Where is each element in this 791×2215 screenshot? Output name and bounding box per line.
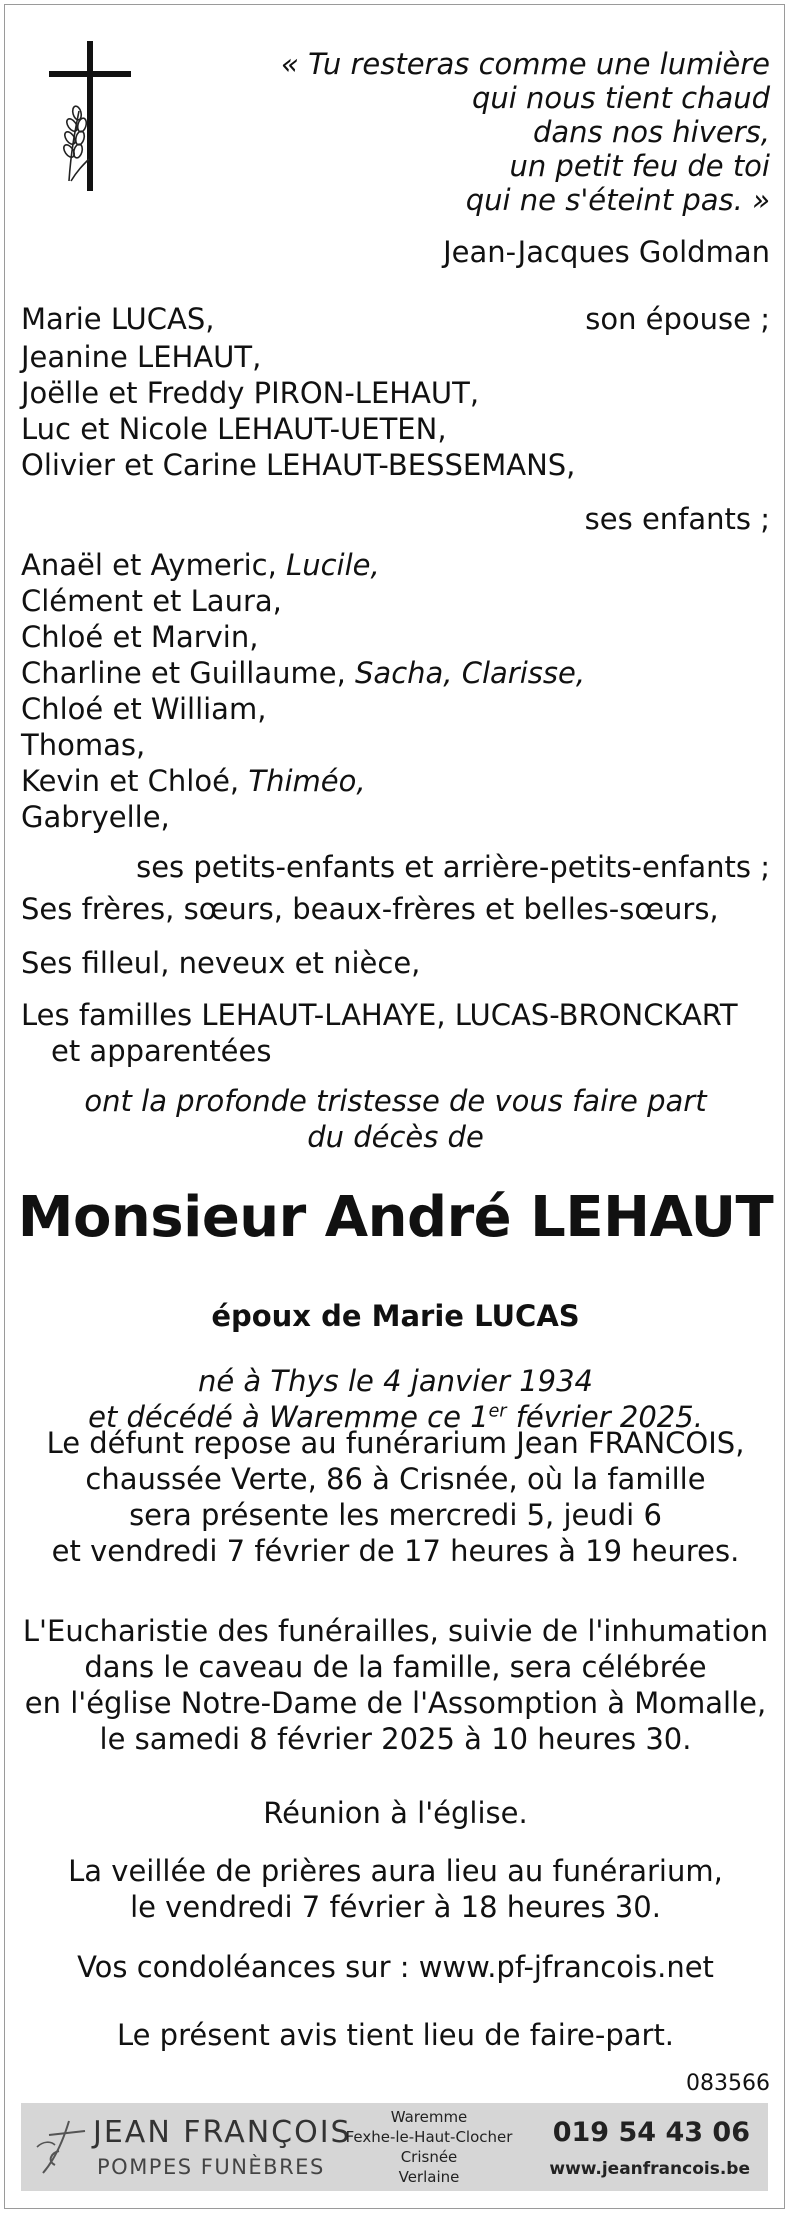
website-link[interactable]: www.jeanfrancois.be (549, 2159, 750, 2179)
epigraph-quote (281, 47, 770, 217)
town-item: Verlaine (398, 2168, 460, 2186)
role-children: ses enfants ; (584, 502, 770, 536)
grandchild-entry: Anaël et Aymeric, Lucile, (21, 548, 380, 582)
child-entry: Olivier et Carine LEHAUT-BESSEMANS, (21, 448, 576, 482)
town-item: Crisnée (400, 2148, 458, 2166)
vigil-details: La veillée de prières aura lieu au funérarium, le vendredi 7 février à 18 heures 30. (68, 1854, 723, 1924)
family-spouse: Marie LUCAS, (21, 302, 215, 336)
death-line: et décédé à Waremme ce 1er février 2025. (88, 1400, 703, 1434)
reunion-note: Réunion à l'église. (263, 1796, 528, 1830)
town-item: Waremme (390, 2108, 468, 2126)
grandchild-entry: Chloé et Marvin, (21, 620, 259, 654)
quote-line: qui ne s'éteint pas. » (465, 183, 770, 217)
family-relatives: Les familles LEHAUT-LAHAYE, LUCAS-BRONCKART (21, 998, 738, 1032)
quote-author: Jean-Jacques Goldman (443, 235, 770, 269)
child-entry: Joëlle et Freddy PIRON-LEHAUT, (21, 376, 480, 410)
condolences-link[interactable]: Vos condoléances sur : www.pf-jfrancois.net (77, 1950, 714, 1984)
family-relatives-cont: et apparentées (51, 1034, 272, 1068)
grandchild-entry: Kevin et Chloé, Thiméo, (21, 764, 366, 798)
jf-monogram-logo (29, 2111, 91, 2183)
birth-line: né à Thys le 4 janvier 1934 (197, 1364, 593, 1398)
brand-name: JEAN FRANÇOIS (93, 2115, 352, 2150)
funeral-home-banner (21, 2103, 768, 2191)
quote-line: qui nous tient chaud (471, 81, 770, 115)
quote-line: dans nos hivers, (532, 115, 770, 149)
grandchild-entry: Charline et Guillaume, Sacha, Clarisse, (21, 656, 586, 690)
brand-tagline: POMPES FUNÈBRES (97, 2155, 325, 2179)
deceased-name: Monsieur André LEHAUT (17, 1185, 774, 1250)
grandchild-entry: Clément et Laura, (21, 584, 282, 618)
family-children (21, 339, 575, 483)
funeral-details: L'Eucharistie des funérailles, suivie de l'inhumation dans le caveau de la famille, sera célébrée en l'église Notre-Dame de l'Assomption à Momalle, le samedi 8 février 2025 à 10 heures 30. (22, 1614, 769, 1756)
notice-statement: Le présent avis tient lieu de faire-part. (116, 2018, 675, 2052)
reference-number: 083566 (686, 2071, 770, 2096)
phone-number[interactable]: 019 54 43 06 (552, 2117, 750, 2148)
family-godchildren: Ses filleul, neveux et nièce, (21, 946, 421, 980)
grandchild-entry: Thomas, (21, 728, 146, 762)
child-entry: Luc et Nicole LEHAUT-UETEN, (21, 412, 447, 446)
family-grandchildren (21, 547, 585, 835)
branch-towns (339, 2107, 519, 2187)
grandchild-entry: Chloé et William, (21, 692, 267, 726)
cross-wheat-icon (49, 41, 139, 191)
family-siblings: Ses frères, sœurs, beaux-frères et belles-sœurs, (21, 892, 719, 926)
town-item: Fexhe-le-Haut-Clocher (345, 2128, 513, 2146)
announcement-text: ont la profonde tristesse de vous faire part du décès de (84, 1084, 707, 1154)
quote-line: « Tu resteras comme une lumière (280, 47, 770, 81)
role-grandchildren: ses petits-enfants et arrière-petits-enfants ; (136, 850, 770, 884)
child-entry: Jeanine LEHAUT, (21, 340, 262, 374)
quote-line: un petit feu de toi (509, 149, 770, 183)
role-spouse: son épouse ; (585, 302, 770, 336)
grandchild-entry: Gabryelle, (21, 800, 170, 834)
deceased-spouse-of: époux de Marie LUCAS (211, 1299, 580, 1333)
obituary-notice (4, 4, 785, 2209)
repose-details: Le défunt repose au funérarium Jean FRANCOIS, chaussée Verte, 86 à Crisnée, où la famille sera présente les mercredi 5, jeudi 6 et vendredi 7 février de 17 heures à 19 heures. (46, 1426, 745, 1568)
